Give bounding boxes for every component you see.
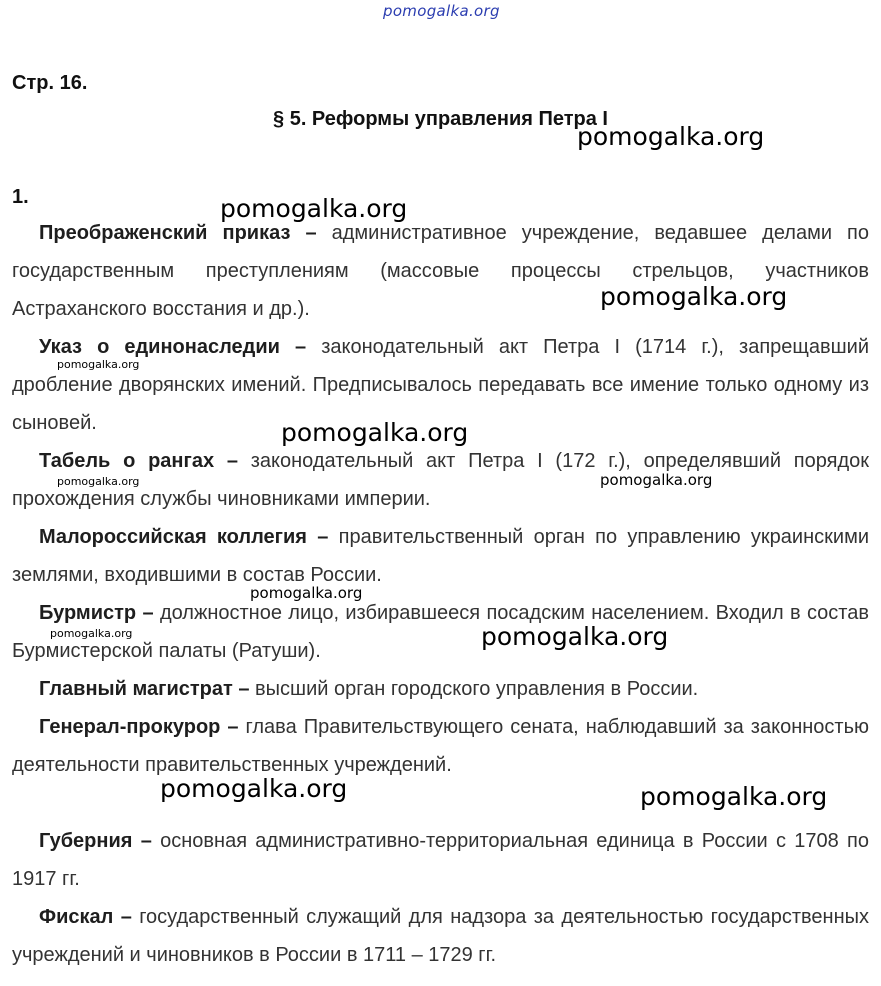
entry-term: Главный магистрат – [39,678,250,700]
watermark-label: pomogalka.org [57,358,140,371]
entry-magistrat [12,670,869,708]
entry-term: Фискал – [39,906,132,928]
entry-text: правительственный орган по управлению украинскими землями, входившими в состав России. [12,526,869,586]
entry-prokuror [12,708,869,784]
entry-text: глава Правительствующего сената, наблюдавший за законностью деятельности правительственных учреждений. [12,716,869,776]
task-number: 1. [12,186,29,208]
watermark-label: pomogalka.org [577,122,765,151]
entry-term: Малороссийская коллегия – [39,526,329,548]
entry-text: основная административно-территориальная единица в России с 1708 по 1917 гг. [12,830,869,890]
section-title: § 5. Реформы управления Петра I [273,108,608,130]
entry-kollegia [12,518,869,594]
watermark-label: pomogalka.org [220,194,408,223]
entry-text: законодательный акт Петра I (1714 г.), запрещавший дробление дворянских имений. Предписывалось передавать все имение только одному из сыновей. [12,336,869,434]
entry-term: Преображенский приказ – [39,222,317,244]
entry-term: Бурмистр – [39,602,154,624]
entry-fiskal [12,898,869,974]
page-reference: Стр. 16. [12,72,88,94]
watermark-label: pomogalka.org [281,418,469,447]
watermark-label: pomogalka.org [640,782,828,811]
watermark-label: pomogalka.org [160,774,348,803]
entry-text: государственный служащий для надзора за деятельностью государственных учреждений и чиновников в России в 1711 – 1729 гг. [12,906,869,966]
watermark-label: pomogalka.org [600,282,788,311]
entry-burmistr [12,594,869,670]
entry-text: высший орган городского управления в России. [249,678,699,700]
watermark-label: pomogalka.org [57,475,140,488]
watermark-label: pomogalka.org [600,471,713,489]
watermark-label: pomogalka.org [50,627,133,640]
entry-text: должностное лицо, избиравшееся посадским населением. Входил в состав Бурмистерской палаты (Ратуши). [12,602,869,662]
watermark-label: pomogalka.org [481,622,669,651]
entry-text: законодательный акт Петра I (172 г.), определявший порядок прохождения службы чиновниками империи. [12,450,870,510]
entry-term: Указ о единонаследии – [39,336,307,358]
entry-term: Табель о рангах – [39,450,238,472]
entry-gubernia [12,822,869,898]
watermark-label: pomogalka.org [250,584,363,602]
entry-term: Губерния – [39,830,152,852]
watermark-top: pomogalka.org [383,2,500,20]
entry-term: Генерал-прокурор – [39,716,239,738]
entry-text: административное учреждение, ведавшее делами по государственным преступлениям (массовые процессы стрельцов, участников Астраханского восстания и др.). [12,222,869,320]
entry-tabel [12,442,869,518]
